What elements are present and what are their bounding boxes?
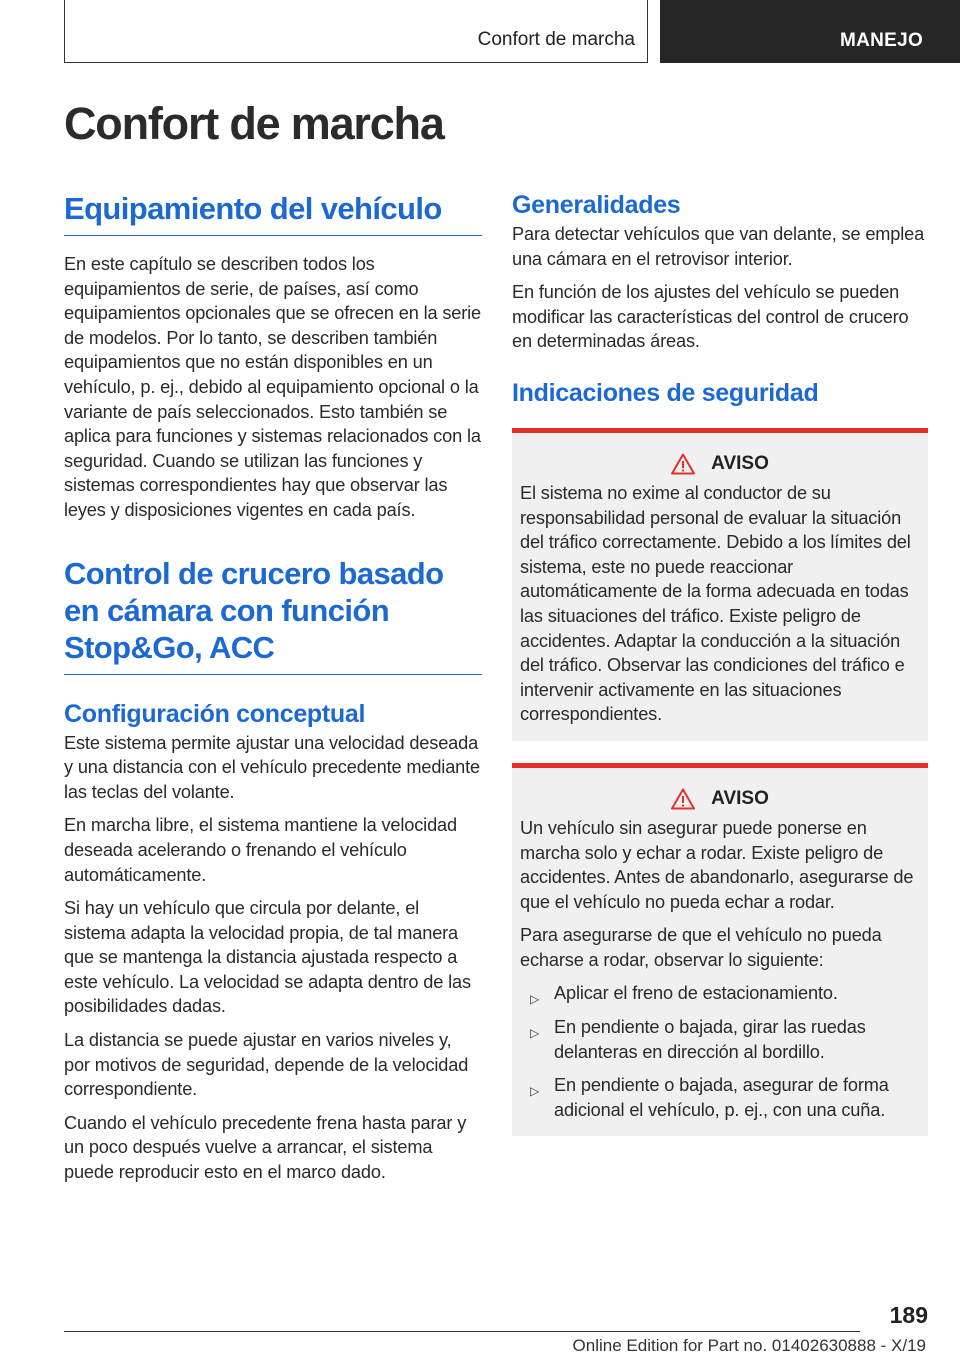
paragraph-config-3: Si hay un vehículo que circula por delante, el sistema adapta la velocidad propia, de tal manera que se mantenga la distancia ajustada respecto a este vehículo. La velocidad se adapta dentro de las posibilidades dadas. xyxy=(64,898,471,1017)
paragraph-equipamiento: En este capítulo se describen todos los equipamientos de serie, de países, así como equipamientos opcionales que se ofrecen en la serie de modelos. Por lo tanto, se describen también equipamientos que no están disponibles en un vehículo, p. ej., debido al equipamiento opcional o la variante de país seleccionados. Esto también se aplica para funciones y sistemas relacionados con la seguridad. Cuando se utilizan las funciones y sistemas correspondientes hay que observar las leyes y disposiciones vigentes en cada país. xyxy=(64,254,482,520)
bullet-triangle-icon: ▷ xyxy=(530,1084,540,1099)
footer-divider xyxy=(64,1331,860,1332)
precaution-list xyxy=(520,981,920,1122)
warning-text-1: El sistema no exime al conductor de su responsabilidad personal de evaluar la situación del tráfico correctamente. Debido a los límites del sistema, este no puede reaccionar automáticamente de la forma adecuada en todas las situaciones del tráfico. Existe peligro de accidentes. Adaptar la conducción a la situación del tráfico. Observar las condiciones del tráfico e intervenir activamente en las situaciones correspondientes. xyxy=(520,482,911,725)
heading-configuracion: Configuración conceptual xyxy=(64,699,366,728)
list-item-text: En pendiente o bajada, asegurar de forma adicional el vehículo, p. ej., con una cuña. xyxy=(554,1075,889,1120)
warning-header-1 xyxy=(520,453,920,475)
bullet-triangle-icon: ▷ xyxy=(530,1026,540,1041)
left-column xyxy=(64,190,482,1185)
warning-title-1: AVISO xyxy=(711,452,769,474)
page-number: 189 xyxy=(889,1302,928,1328)
paragraph-config-2: En marcha libre, el sistema mantiene la velocidad deseada acelerando o frenando el vehículo automáticamente. xyxy=(64,815,457,885)
header-frame xyxy=(64,0,648,63)
paragraph-config-1: Este sistema permite ajustar una velocidad deseada y una distancia con el vehículo precedente mediante las teclas del volante. xyxy=(64,732,480,802)
warning-triangle-icon xyxy=(671,788,695,810)
chapter-tab: MANEJO xyxy=(660,0,960,63)
paragraph-generalidades-1: Para detectar vehículos que van delante, se emplea una cámara en el retrovisor interior. xyxy=(512,224,925,269)
warning-box-1 xyxy=(512,428,928,741)
bullet-triangle-icon: ▷ xyxy=(530,992,540,1007)
warning-box-2 xyxy=(512,763,928,1137)
warning-text-2a: Un vehículo sin asegurar puede ponerse en marcha solo y echar a rodar. Existe peligro de accidentes. Antes de abandonarlo, asegurarse de que el vehículo no pueda echar a rodar. xyxy=(520,817,914,912)
warning-triangle-icon xyxy=(671,453,695,475)
warning-header-2 xyxy=(520,788,920,810)
heading-generalidades: Generalidades xyxy=(512,191,681,219)
warning-title-2: AVISO xyxy=(711,787,769,809)
heading-control-crucero: Control de crucero basado en cámara con función Stop&Go, ACC xyxy=(64,555,482,675)
heading-equipamiento: Equipamiento del vehículo xyxy=(64,190,482,236)
heading-seguridad: Indicaciones de seguridad xyxy=(512,378,819,407)
paragraph-generalidades-2: En función de los ajustes del vehículo se pueden modificar las características del control de crucero en determinadas áreas. xyxy=(512,282,909,352)
list-item-text: Aplicar el freno de estacionamiento. xyxy=(554,983,838,1004)
list-item-text: En pendiente o bajada, girar las ruedas delanteras en dirección al bordillo. xyxy=(554,1017,866,1062)
list-item xyxy=(520,1015,920,1064)
paragraph-config-4: La distancia se puede ajustar en varios niveles y, por motivos de seguridad, depende de la velocidad correspondiente. xyxy=(64,1030,469,1100)
page-title: Confort de marcha xyxy=(64,98,444,149)
footer-edition: Online Edition for Part no. 01402630888 - X/19 xyxy=(572,1336,926,1355)
header-section-label: Confort de marcha xyxy=(477,29,635,50)
list-item xyxy=(520,1073,920,1122)
warning-text-2b: Para asegurarse de que el vehículo no pueda echarse a rodar, observar lo siguiente: xyxy=(520,925,882,970)
paragraph-config-5: Cuando el vehículo precedente frena hasta parar y un poco después vuelve a arrancar, el sistema puede reproducir esto en el marco dado. xyxy=(64,1112,467,1183)
list-item xyxy=(520,981,920,1006)
right-column xyxy=(512,190,928,1136)
